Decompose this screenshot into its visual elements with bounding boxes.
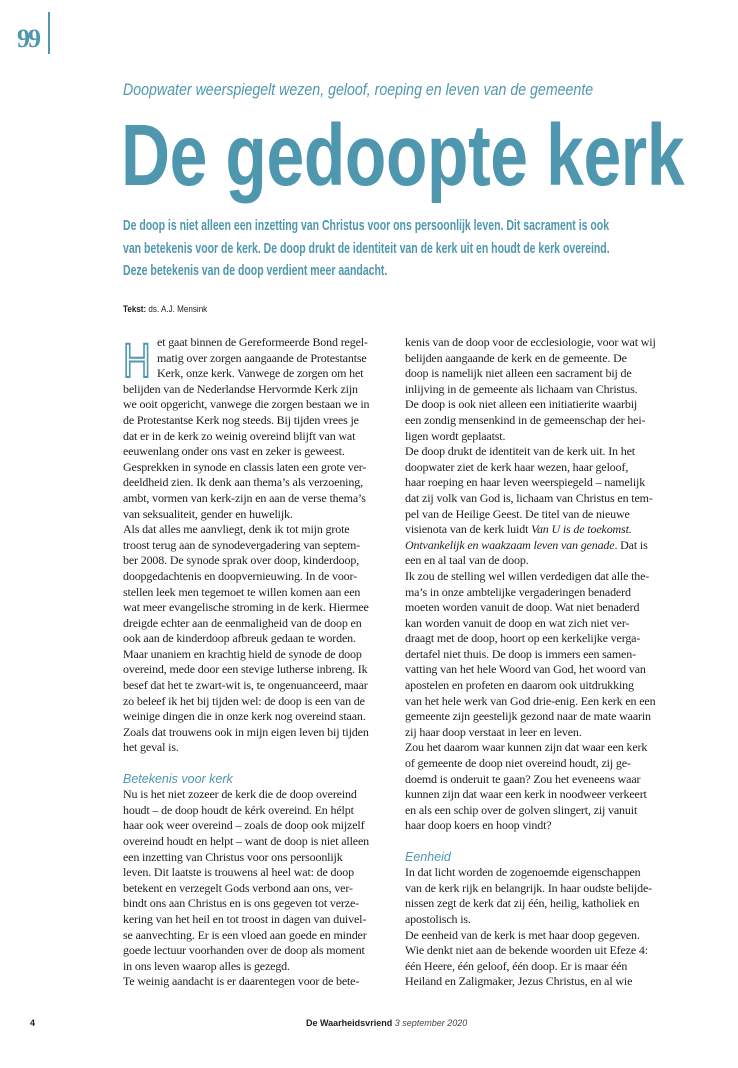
body-line: [405, 491, 656, 507]
publication-name: De Waarheidsvriend: [306, 1018, 393, 1028]
line-text: doopwater ziet de kerk haar wezen, haar geloof,: [405, 459, 629, 474]
line-text: De doop is ook niet alleen een initiatierite waarbij: [405, 397, 638, 412]
section-heading: [405, 850, 656, 866]
line-text: se aanvechting. Er is een vloed aan goede en minder: [123, 927, 367, 942]
body-line: [123, 662, 369, 678]
body-line: [157, 366, 369, 382]
intro-line: van betekenis voor de kerk. De doop drukt de identiteit van de kerk uit en houdt de kerk overeind.: [123, 239, 610, 257]
line-text: haar roeping en haar leven weerspiegeld – namelijk: [405, 475, 646, 490]
line-text: doemd is onderuit te gaan? Zou het eveneens waar: [405, 771, 641, 786]
line-text: kunnen zijn dat waar een kerk in noodweer verkeert: [405, 787, 647, 802]
body-line: [123, 787, 369, 803]
line-text: nissen zegt de kerk dat zij één, heilig, katholiek en: [405, 896, 640, 911]
line-text: apostelen en profeten en daarom ook uitdrukking: [405, 678, 634, 693]
line-text: dat er in de kerk zo weinig overeind blijft van wat: [123, 428, 356, 443]
intro-line: De doop is niet alleen een inzetting van Christus voor ons persoonlijk leven. Dit sacrament is ook: [123, 217, 610, 234]
byline-label: Tekst:: [123, 304, 147, 315]
line-text: vatting van het hele Woord van God, het woord van: [405, 662, 646, 677]
body-line: [405, 382, 656, 398]
intro-line: Deze betekenis van de doop verdient meer aandacht.: [123, 262, 388, 279]
body-column-1: [123, 335, 369, 990]
body-line: [405, 912, 656, 928]
body-line: [123, 896, 369, 912]
body-line: [123, 507, 369, 523]
line-text: troost terug aan de synodevergadering van septem-: [123, 537, 361, 552]
body-line: [405, 928, 656, 944]
body-line: [123, 397, 369, 413]
line-text: Betekenis voor kerk: [123, 771, 233, 786]
body-line: [405, 865, 656, 881]
line-text: . Dat is: [614, 537, 648, 552]
line-text: houdt – de doop houdt de kérk overeind. En hélpt: [123, 802, 354, 817]
page-number: 4: [30, 1018, 36, 1028]
body-line: [123, 444, 369, 460]
line-text: in ons leven waarop alles is gezegd.: [123, 958, 290, 973]
line-text: dat zij volk van God is, lichaam van Christus en tem-: [405, 490, 653, 505]
body-line: [405, 881, 656, 897]
line-text: eeuwenlang onder ons vast en zeker is geweest.: [123, 444, 345, 459]
line-text: zij haar doop verstaat in leer en leven.: [405, 724, 582, 739]
line-text: we ooit opgericht, vanwege die zorgen bestaan we in: [123, 397, 370, 412]
line-text: De eenheid van de kerk is met haar doop gegeven.: [405, 927, 640, 942]
body-line: [123, 600, 369, 616]
body-line: [123, 569, 369, 585]
line-text: deeldheid zien. Ik denk aan thema’s als verzoening,: [123, 475, 363, 490]
line-text: haar doop koers en hoop vindt?: [405, 818, 552, 833]
body-line: [405, 834, 656, 850]
line-text: Ik zou de stelling wel willen verdedigen dat alle the-: [405, 568, 650, 583]
body-line: [123, 756, 369, 772]
body-line: [405, 351, 656, 367]
body-line: [405, 538, 656, 554]
body-column-2: [405, 335, 656, 990]
body-line: [123, 491, 369, 507]
line-text: belijden van de Nederlandse Hervormde Kerk zijn: [123, 381, 358, 396]
line-text: goede lectuur voorhanden over de doop als moment: [123, 943, 365, 958]
line-text: kering van het heil en tot troost in dagen van duivel-: [123, 911, 367, 926]
body-line: [405, 725, 656, 741]
line-text: apostolisch is.: [405, 911, 471, 926]
body-line: [405, 600, 656, 616]
body-line: [123, 850, 369, 866]
line-text: één Heere, één geloof, één doop. Er is maar één: [405, 958, 628, 973]
line-text: In dat licht worden de zogenoemde eigenschappen: [405, 865, 641, 880]
line-text: pel van de Heilige Geest. De titel van de nieuwe: [405, 506, 630, 521]
line-text: stellen leek men tegemoet te willen komen aan een: [123, 584, 361, 599]
body-line: [123, 631, 369, 647]
line-text: ook aan de kinderdoop afbreuk gedaan te worden.: [123, 631, 356, 646]
line-text: ber 2008. De synode sprak over doop, kinderdoop,: [123, 553, 360, 568]
body-line: [123, 475, 369, 491]
body-line: [405, 678, 656, 694]
footer: [306, 1018, 467, 1029]
body-line: [405, 569, 656, 585]
line-text: et gaat binnen de Gereformeerde Bond regel-: [157, 335, 368, 349]
body-line: [157, 351, 369, 367]
body-line: [123, 382, 369, 398]
line-text: Zoals dat trouwens ook in mijn eigen leven bij tijden: [123, 724, 369, 739]
line-text: moeten worden vanuit de doop. Wat niet benaderd: [405, 600, 640, 615]
body-line: [157, 335, 369, 351]
line-text: en als een schip over de golven slingert, zij vanuit: [405, 802, 638, 817]
line-text: of gemeente de doop niet overeind houdt, zij ge-: [405, 756, 631, 771]
line-text: een zondig mensenkind in de gemeenschap der hei-: [405, 412, 646, 427]
line-text: Heiland en Zaligmaker, Jezus Christus, en al wie: [405, 974, 633, 989]
article-title: De gedoopte kerk: [121, 107, 685, 204]
line-text: betekent en verzegelt Gods verbond aan ons, ver-: [123, 880, 353, 895]
line-text: doopgedachtenis en doopvernieuwing. In de voor-: [123, 568, 357, 583]
section-heading: [123, 772, 369, 788]
body-line: [405, 522, 656, 538]
line-text: Maar unaniem en krachtig hield de synode de doop: [123, 646, 362, 661]
body-line: [123, 413, 369, 429]
body-line: [123, 694, 369, 710]
body-line: [123, 709, 369, 725]
line-text: Kerk, onze kerk. Vanwege de zorgen om het: [157, 366, 364, 381]
line-text: wat meer evangelische stroming in de kerk. Hiermee: [123, 600, 369, 615]
line-text: overeind, mede door een stevige lutherse inbreng. Ik: [123, 662, 368, 677]
body-line: [123, 538, 369, 554]
body-line: [123, 865, 369, 881]
body-line: [405, 756, 656, 772]
line-text: De doop drukt de identiteit van de kerk uit. In het: [405, 444, 635, 459]
body-line: [123, 429, 369, 445]
line-text: Als dat alles me aanvliegt, denk ik tot mijn grote: [123, 522, 350, 537]
line-text: ligen wordt geplaatst.: [405, 428, 506, 443]
body-line: [405, 335, 656, 351]
article-kicker: Doopwater weerspiegelt wezen, geloof, roeping en leven van de gemeente: [123, 81, 594, 99]
body-line: [405, 772, 656, 788]
body-line: [405, 662, 656, 678]
line-text: besef dat het te zwart-wit is, te ongenuanceerd, maar: [123, 678, 368, 693]
publication-date: 3 september 2020: [392, 1018, 468, 1028]
line-text: de Protestantse Kerk nog steeds. Bij tijden vrees je: [123, 412, 359, 427]
body-line: [405, 818, 656, 834]
body-line: [123, 818, 369, 834]
body-line: [405, 943, 656, 959]
line-text: Eenheid: [405, 849, 451, 864]
line-text: kenis van de doop voor de ecclesiologie, voor wat wij: [405, 335, 656, 349]
italic-title: Ontvankelijk en waakzaam leven van genade: [405, 537, 615, 552]
body-line: [405, 709, 656, 725]
body-line: [123, 616, 369, 632]
body-line: [405, 553, 656, 569]
line-text: ma’s in onze ambtelijke vergaderingen benaderd: [405, 584, 631, 599]
decorative-divider: [48, 12, 50, 54]
body-line: [405, 429, 656, 445]
body-line: [123, 522, 369, 538]
body-line: [123, 460, 369, 476]
line-text: Wie denkt niet aan de bekende woorden uit Efeze 4:: [405, 943, 648, 958]
body-line: [405, 647, 656, 663]
body-line: [405, 959, 656, 975]
body-line: [123, 928, 369, 944]
italic-title: Van U is de toekomst.: [531, 522, 632, 537]
body-line: [405, 413, 656, 429]
body-line: [123, 585, 369, 601]
body-line: [405, 631, 656, 647]
line-text: Nu is het niet zozeer de kerk die de doop overeind: [123, 787, 357, 802]
line-text: bindt ons aan Christus en is ons gegeven tot verze-: [123, 896, 359, 911]
byline: [123, 304, 207, 316]
line-text: van het hele werk van God drie-enig. Een kerk en een: [405, 693, 656, 708]
line-text: overeind houdt en helpt – want de doop is niet alleen: [123, 834, 369, 848]
body-line: [405, 585, 656, 601]
body-line: [405, 460, 656, 476]
body-line: [123, 553, 369, 569]
body-line: [123, 974, 369, 990]
body-line: [123, 881, 369, 897]
line-text: gemeente zijn geestelijk gezond naar de mate waarin: [405, 709, 651, 724]
line-text: doop is namelijk niet alleen een sacrament bij de: [405, 366, 632, 381]
body-line: [405, 444, 656, 460]
body-line: [405, 694, 656, 710]
line-text: van seksualiteit, gender en huwelijk.: [123, 506, 293, 521]
line-text: het geval is.: [123, 740, 179, 755]
body-line: [405, 896, 656, 912]
body-line: [123, 678, 369, 694]
line-text: kan worden vanuit de doop en wat zich niet ver-: [405, 615, 630, 630]
line-text: matig over zorgen aangaande de Protestantse: [157, 350, 367, 365]
body-line: [405, 803, 656, 819]
line-text: leven. Dit laatste is trouwens al heel wat: de doop: [123, 865, 354, 880]
line-text: Zou het daarom waar kunnen zijn dat waar een kerk: [405, 740, 648, 755]
body-line: [405, 787, 656, 803]
body-line: [405, 616, 656, 632]
line-text: weinige dingen die in onze kerk nog overeind staan.: [123, 709, 366, 724]
body-line: [405, 397, 656, 413]
body-line: [405, 507, 656, 523]
body-line: [123, 647, 369, 663]
line-text: Gesprekken in synode en classis laten een grote ver-: [123, 459, 367, 474]
line-text: een en al taal van de doop.: [405, 553, 529, 568]
byline-author: ds. A.J. Mensink: [146, 304, 208, 315]
quote-mark-icon: 99: [17, 24, 39, 53]
line-text: inlijving in de gemeente als lichaam van Christus.: [405, 381, 638, 396]
body-line: [123, 912, 369, 928]
line-text: zo beleef ik het bij tijden wel: de doop is een van de: [123, 693, 365, 708]
line-text: dertafel niet thuis. De doop is immers een samen-: [405, 646, 636, 661]
article-intro: [123, 215, 610, 283]
line-text: ambt, vormen van kerk-zijn en aan de verse thema’s: [123, 490, 366, 505]
line-text: een inzetting van Christus voor ons persoonlijk: [123, 849, 343, 864]
body-line: [123, 740, 369, 756]
body-line: [405, 974, 656, 990]
body-line: [123, 834, 369, 850]
line-text: Te weinig aandacht is er daarentegen voor de bete-: [123, 974, 360, 989]
line-text: van de kerk rijk en belangrijk. In haar oudste belijde-: [405, 880, 652, 895]
line-text: visienota van de kerk luidt: [405, 522, 532, 537]
body-line: [123, 943, 369, 959]
line-text: dreigde echter aan de eenmaligheid van de doop en: [123, 615, 362, 630]
body-line: [123, 959, 369, 975]
body-line: [405, 366, 656, 382]
body-line: [123, 803, 369, 819]
line-text: haar ook weer overeind – zoals de doop ook mijzelf: [123, 818, 365, 833]
body-line: [123, 725, 369, 741]
body-line: [405, 475, 656, 491]
body-line: [405, 740, 656, 756]
line-text: belijden aangaande de kerk en de gemeente. De: [405, 350, 627, 365]
drop-cap: H: [123, 335, 151, 388]
line-text: draagt met de doop, hoort op een kerkelijke verga-: [405, 631, 641, 646]
